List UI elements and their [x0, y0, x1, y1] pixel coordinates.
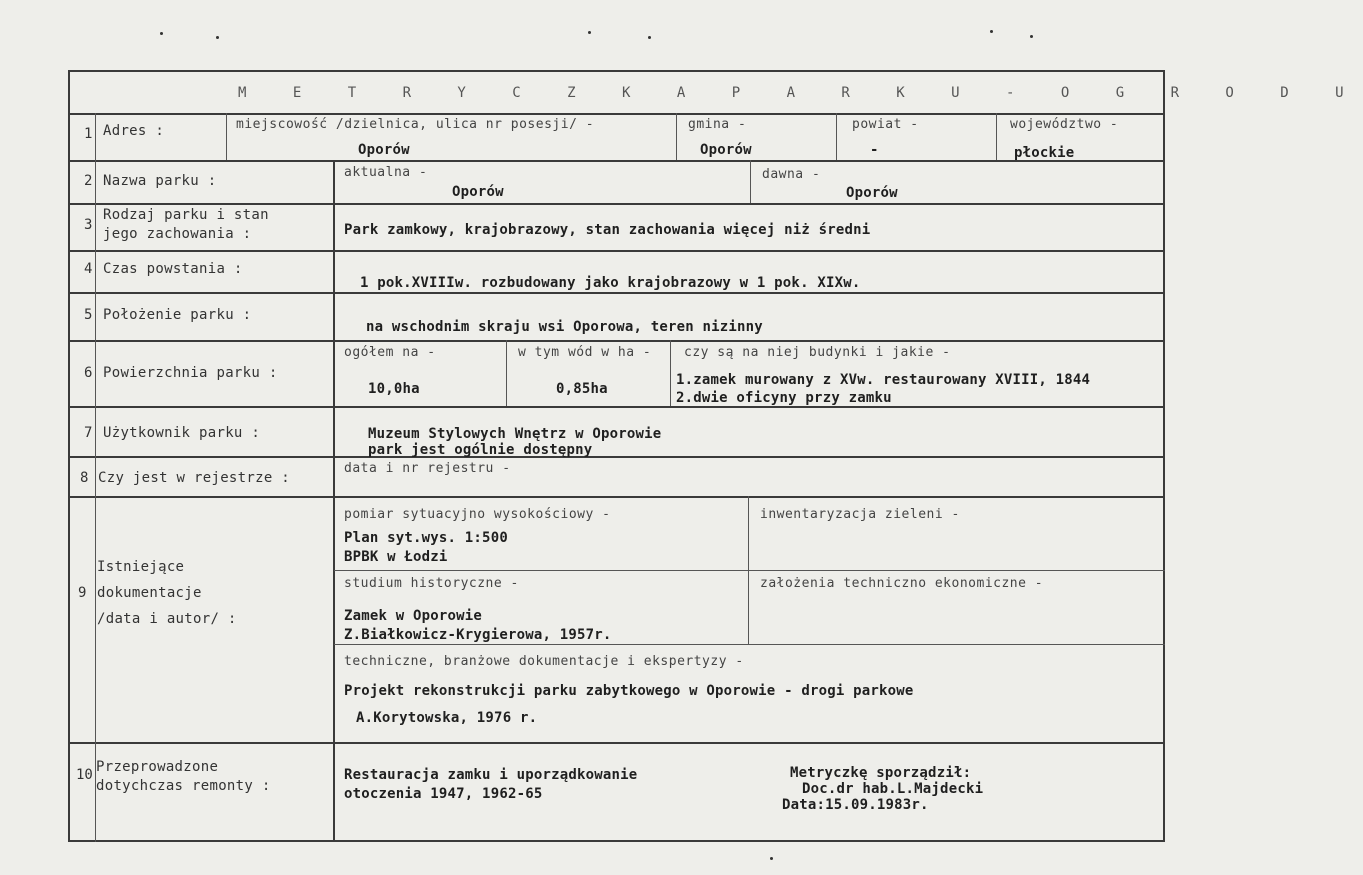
row-5-label: Położenie parku :	[103, 307, 252, 323]
technical-docs-line-2: A.Korytowska, 1976 r.	[356, 710, 538, 726]
scan-dot	[588, 31, 591, 34]
buildings-line-2: 2.dwie oficyny przy zamku	[676, 390, 892, 406]
prepared-by-name: Doc.dr hab.L.Majdecki	[802, 781, 984, 797]
row-9-number: 9	[78, 585, 87, 601]
greenery-inventory-sublabel: inwentaryzacja zieleni -	[760, 507, 960, 522]
voivodeship-value: płockie	[1014, 145, 1075, 161]
creation-time-value: 1 pok.XVIIIw. rozbudowany jako krajobrazowy w 1 pok. XIXw.	[360, 275, 861, 291]
row-4-number: 4	[84, 261, 93, 277]
renovations-line-1: Restauracja zamku i uporządkowanie	[344, 767, 638, 783]
survey-line-2: BPBK w Łodzi	[344, 549, 448, 565]
gmina-value: Oporów	[700, 142, 752, 158]
row-9-label-line2: dokumentacje	[97, 585, 202, 601]
locality-sublabel: miejscowość /dzielnica, ulica nr posesji/ -	[236, 117, 595, 132]
powiat-value: -	[870, 142, 879, 158]
history-study-line-2: Z.Białkowicz-Krygierowa, 1957r.	[344, 627, 612, 643]
row-7-number: 7	[84, 425, 93, 441]
scan-dot	[990, 30, 993, 33]
registry-sublabel: data i nr rejestru -	[344, 461, 511, 476]
row-1-label: Adres :	[103, 123, 165, 139]
row-6-number: 6	[84, 365, 93, 381]
history-study-sublabel: studium historyczne -	[344, 576, 519, 591]
scan-dot	[216, 36, 219, 39]
row-10-label-line2: dotychczas remonty :	[96, 778, 271, 794]
owner-line-2: park jest ogólnie dostępny	[368, 442, 593, 458]
current-name-sublabel: aktualna -	[344, 165, 428, 180]
gmina-sublabel: gmina -	[688, 117, 747, 132]
row-8-label: Czy jest w rejestrze :	[98, 470, 291, 486]
prepared-by-label: Metryczkę sporządził:	[790, 765, 972, 781]
row-2-label: Nazwa parku :	[103, 173, 217, 189]
total-area-value: 10,0ha	[368, 381, 420, 397]
scan-dot	[770, 857, 773, 860]
techno-economic-sublabel: założenia techniczno ekonomiczne -	[760, 576, 1044, 591]
buildings-line-1: 1.zamek murowany z XVw. restaurowany XVIII, 1844	[676, 372, 1091, 388]
row-6-label: Powierzchnia parku :	[103, 365, 278, 381]
row-3-number: 3	[84, 217, 93, 233]
current-name-value: Oporów	[452, 184, 504, 200]
park-type-value: Park zamkowy, krajobrazowy, stan zachowania więcej niż średni	[344, 222, 871, 238]
row-3-label-line1: Rodzaj parku i stan	[103, 207, 269, 223]
form-title: M E T R Y C Z K A P A R K U - O G R O D U	[238, 85, 1363, 101]
scan-dot	[160, 32, 163, 35]
voivodeship-sublabel: województwo -	[1010, 117, 1119, 132]
row-9-label-line1: Istniejące	[97, 559, 185, 575]
technical-docs-line-1: Projekt rekonstrukcji parku zabytkowego w Oporowie - drogi parkowe	[344, 683, 914, 699]
powiat-sublabel: powiat -	[852, 117, 919, 132]
renovations-line-2: otoczenia 1947, 1962-65	[344, 786, 543, 802]
water-area-value: 0,85ha	[556, 381, 608, 397]
row-8-number: 8	[80, 470, 89, 486]
row-10-label-line1: Przeprowadzone	[96, 759, 219, 775]
scan-dot	[648, 36, 651, 39]
locality-value: Oporów	[358, 142, 410, 158]
row-3-label-line2: jego zachowania :	[103, 226, 252, 242]
scan-dot	[1030, 35, 1033, 38]
former-name-value: Oporów	[846, 185, 898, 201]
row-5-number: 5	[84, 307, 93, 323]
row-10-number: 10	[76, 767, 93, 783]
buildings-sublabel: czy są na niej budynki i jakie -	[684, 345, 951, 360]
survey-sublabel: pomiar sytuacyjno wysokościowy -	[344, 507, 611, 522]
owner-line-1: Muzeum Stylowych Wnętrz w Oporowie	[368, 426, 662, 442]
row-7-label: Użytkownik parku :	[103, 425, 261, 441]
history-study-line-1: Zamek w Oporowie	[344, 608, 483, 624]
location-value: na wschodnim skraju wsi Oporowa, teren nizinny	[366, 319, 763, 335]
former-name-sublabel: dawna -	[762, 167, 821, 182]
total-area-sublabel: ogółem na -	[344, 345, 436, 360]
row-2-number: 2	[84, 173, 93, 189]
prepared-date: Data:15.09.1983r.	[782, 797, 929, 813]
technical-docs-sublabel: techniczne, branżowe dokumentacje i ekspertyzy -	[344, 654, 744, 669]
water-area-sublabel: w tym wód w ha -	[518, 345, 652, 360]
survey-line-1: Plan syt.wys. 1:500	[344, 530, 508, 546]
row-4-label: Czas powstania :	[103, 261, 243, 277]
row-1-number: 1	[84, 126, 93, 142]
row-9-label-line3: /data i autor/ :	[97, 611, 237, 627]
